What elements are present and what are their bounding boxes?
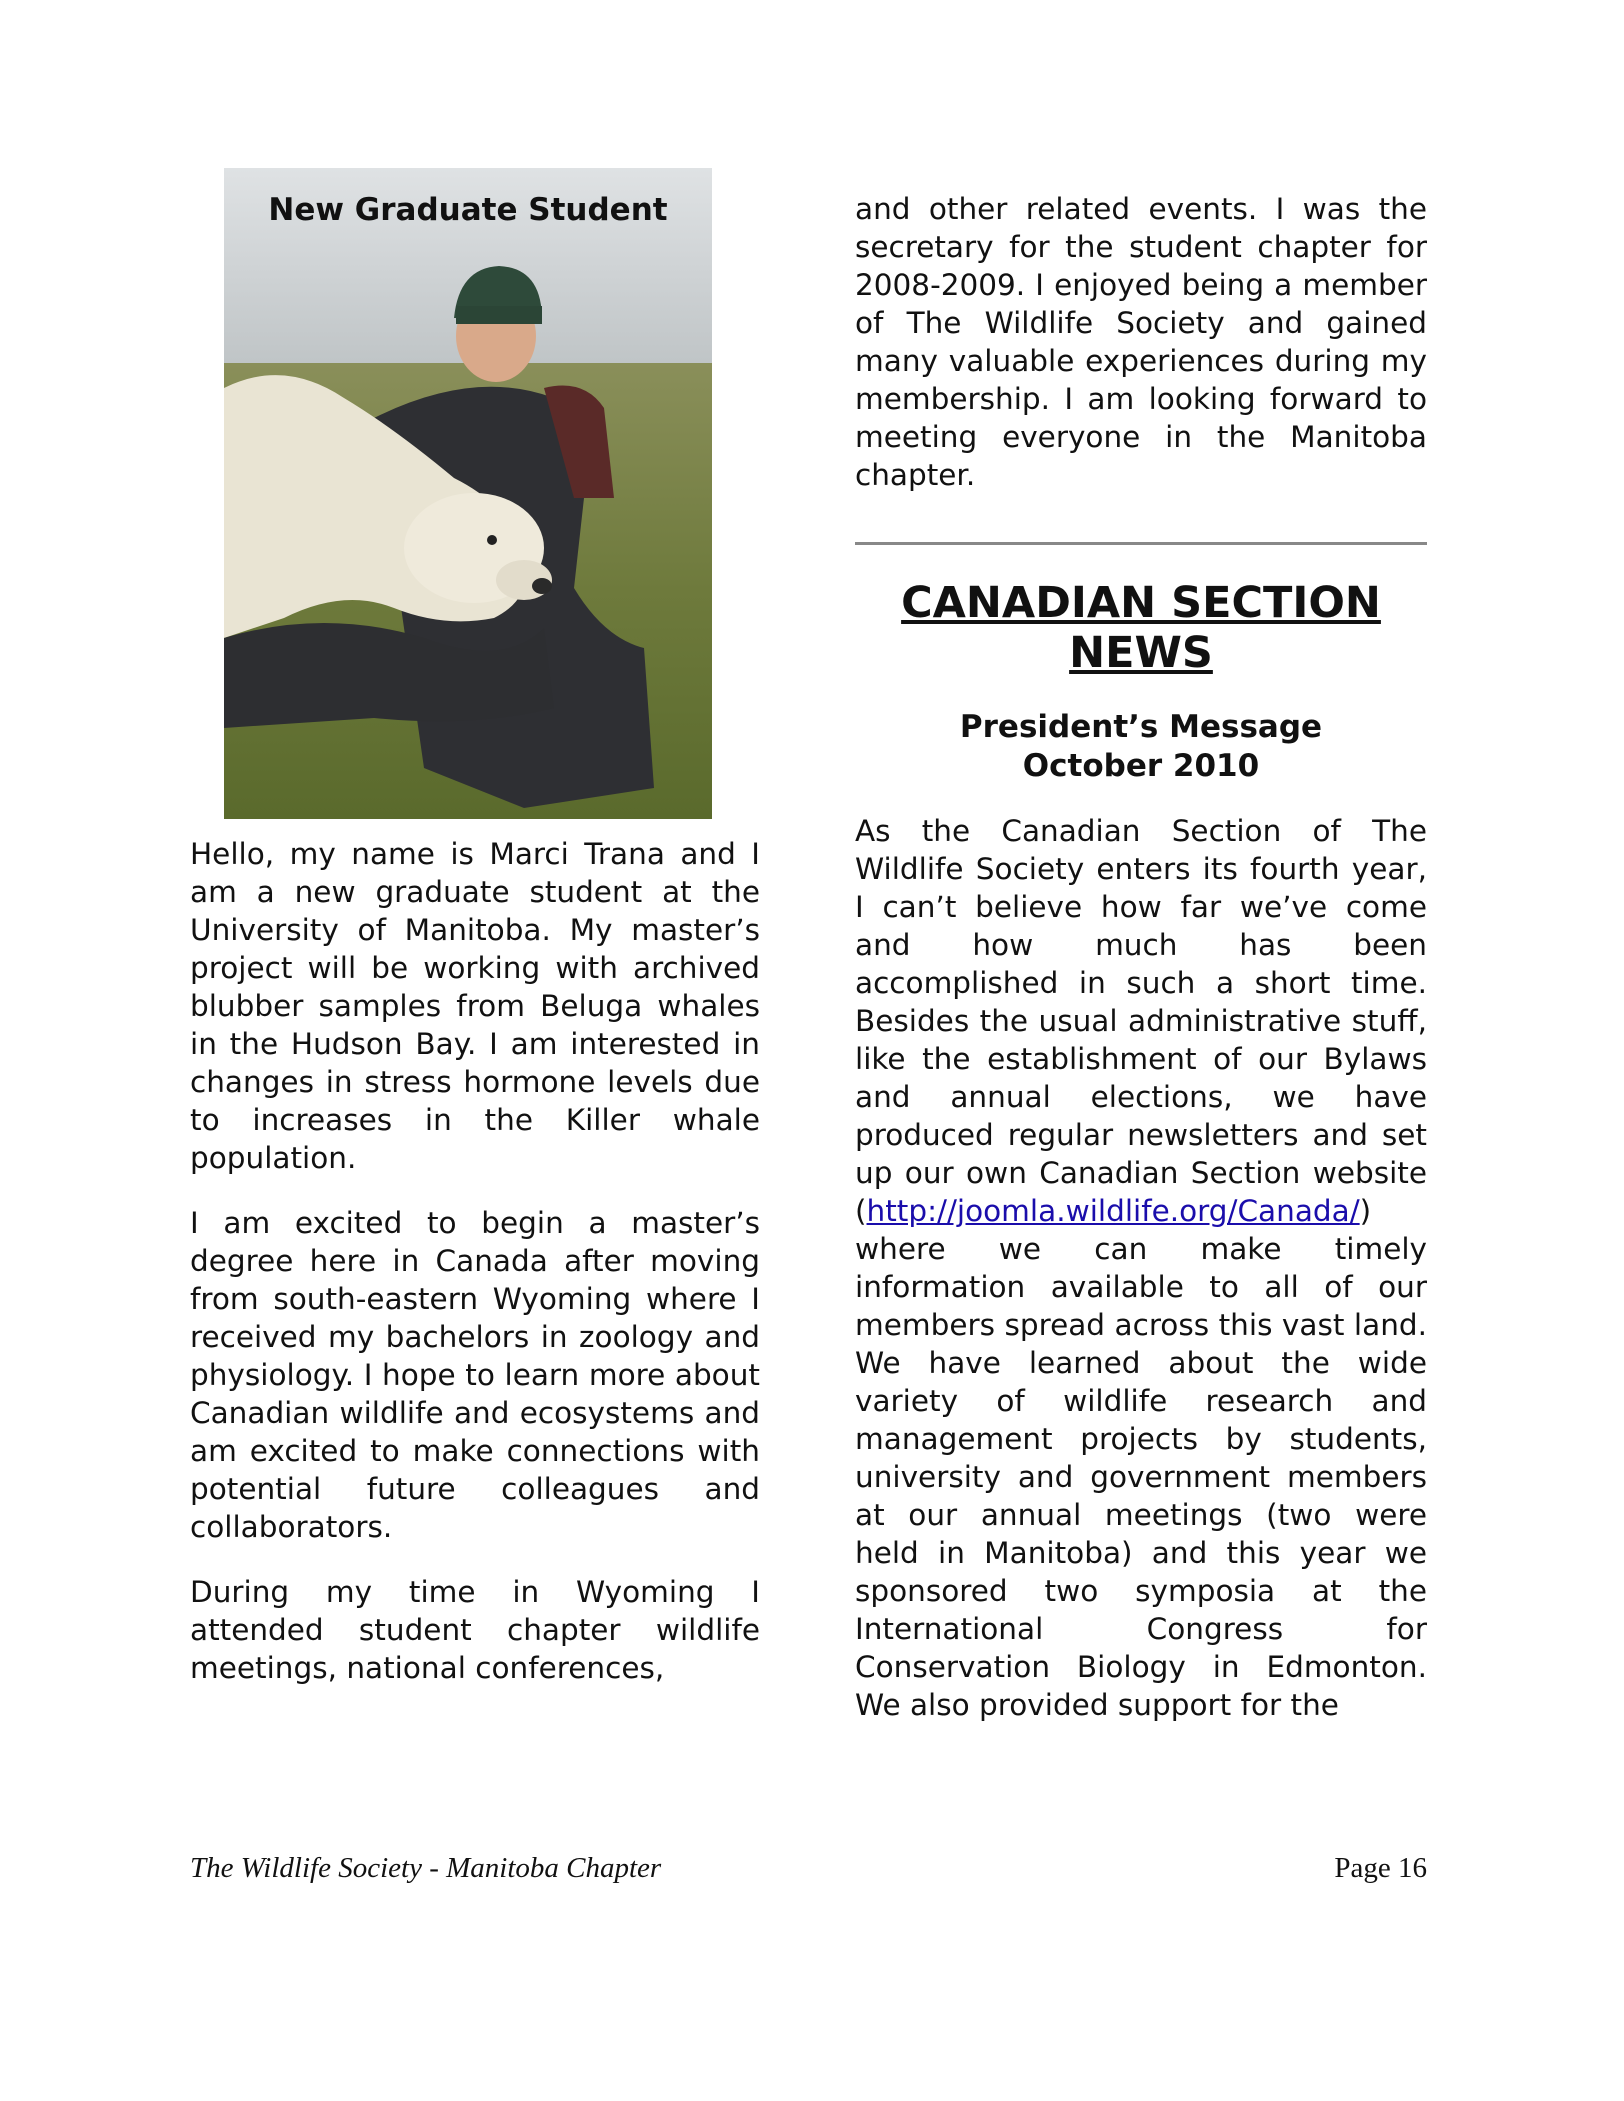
- background-paragraph: I am excited to begin a master’s degree here in Canada after moving from south-eastern Wyoming where I received my bachelors in zoology and physiology. I hope to learn more about Canadian wildlife and ecosystems and am excited to make connections with potential future colleagues and collaborators.: [190, 1206, 760, 1544]
- message-text-after-link: ) where we can make timely information available to all of our members spread across this vast land. We have learned about the wide variety of wildlife research and management projects by students, university and government members at our annual meetings (two were held in Manitoba) and this year we sponsored two symposia at the International Congress for Conservation Biology in Edmonton. We also provided support for the: [855, 1194, 1427, 1722]
- intro-paragraph: Hello, my name is Marci Trana and I am a new graduate student at the University of Manitoba. My master’s project will be working with archived blubber samples from Beluga whales in the Hudson Bay. I am interested in changes in stress hormone levels due to increases in the Killer whale population.: [190, 837, 760, 1175]
- section-title: [855, 578, 1427, 678]
- footer-publication: The Wildlife Society - Manitoba Chapter: [190, 1852, 662, 1884]
- footer-page-number: Page 16: [1334, 1852, 1427, 1884]
- left-column-text: [190, 835, 760, 1687]
- polar-bear-photo-illustration: [224, 168, 712, 819]
- student-photo: [224, 168, 712, 819]
- presidents-message-heading: [855, 708, 1427, 786]
- right-column-continuation: [855, 190, 1427, 494]
- presidents-message-body: [855, 812, 1427, 1724]
- message-text-before-link: As the Canadian Section of The Wildlife Society enters its fourth year, I can’t believe how far we’ve come and how much has been accomplished in such a short time. Besides the usual administrative stuff, like the establishment of our Bylaws and annual elections, we have produced regular newsletters and set up our own Canadian Section website (: [855, 814, 1427, 1228]
- message-heading-title: President’s Message: [959, 709, 1323, 745]
- message-paragraph: [855, 812, 1427, 1724]
- canada-website-link[interactable]: http://joomla.wildlife.org/Canada/: [866, 1194, 1360, 1228]
- photo-caption: New Graduate Student: [268, 192, 668, 228]
- continuation-paragraph: and other related events. I was the secretary for the student chapter for 2008-2009. I enjoyed being a member of The Wildlife Society and gained many valuable experiences during my membership. I am looking forward to meeting everyone in the Manitoba chapter.: [855, 192, 1427, 492]
- section-divider: [855, 542, 1427, 545]
- section-title-text: CANADIAN SECTION NEWS: [901, 578, 1381, 678]
- wyoming-paragraph: During my time in Wyoming I attended student chapter wildlife meetings, national conferences,: [190, 1575, 760, 1685]
- message-heading-date: October 2010: [1022, 748, 1260, 784]
